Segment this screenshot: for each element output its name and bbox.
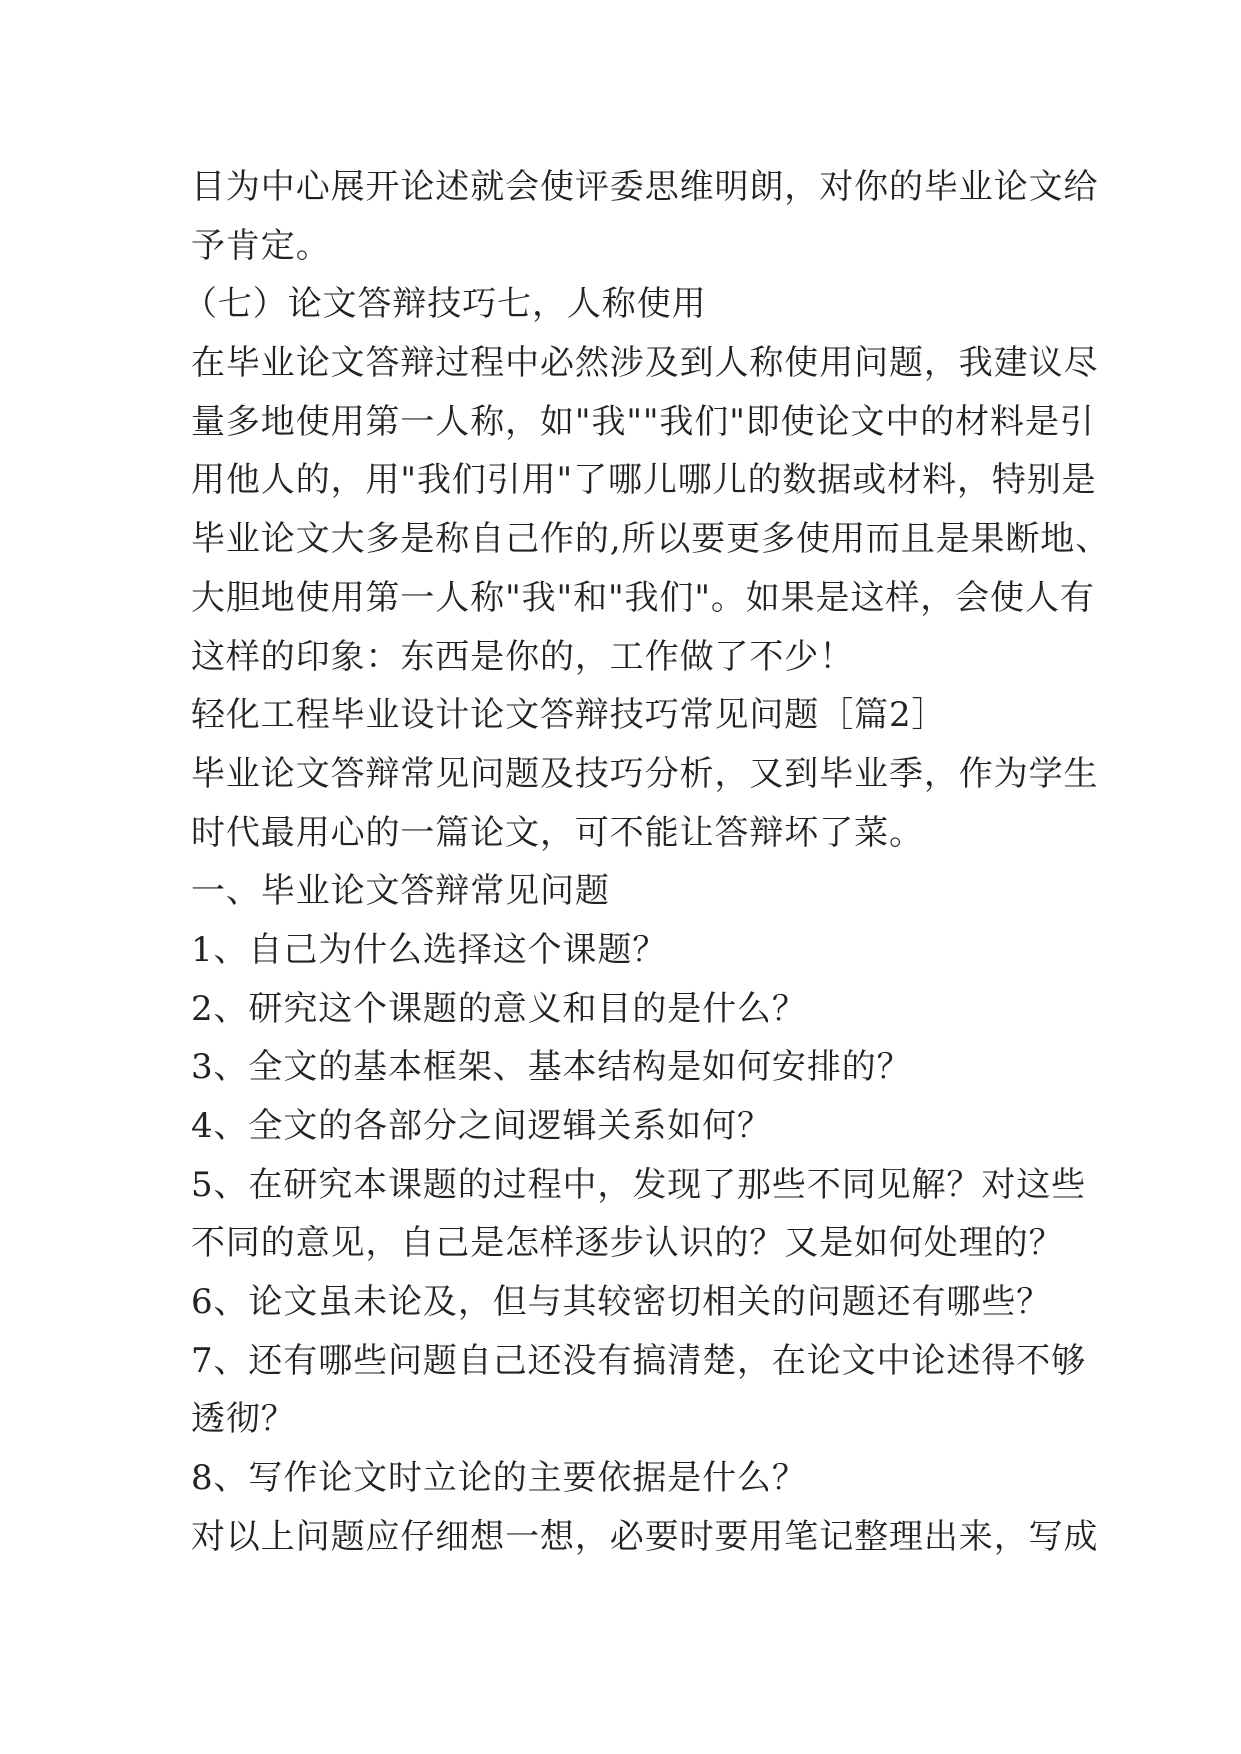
paragraph-line: 这样的印象：东西是你的，工作做了不少！ [191, 636, 855, 677]
paragraph-line: 对以上问题应仔细想一想，必要时要用笔记整理出来，写成 [191, 1516, 1099, 1557]
question-item: 2、研究这个课题的意义和目的是什么？ [191, 988, 807, 1029]
paragraph-line: 毕业论文大多是称自己作的,所以要更多使用而且是果断地、 [191, 519, 1111, 560]
question-item: 5、在研究本课题的过程中，发现了那些不同见解？对这些 [191, 1164, 1087, 1205]
paragraph-line: 大胆地使用第一人称"我"和"我们"。如果是这样，会使人有 [191, 577, 1095, 618]
paragraph-line: 量多地使用第一人称，如"我""我们"即使论文中的材料是引 [191, 401, 1095, 442]
question-item: 1、自己为什么选择这个课题？ [191, 929, 668, 970]
question-item: 6、论文虽未论及，但与其较密切相关的问题还有哪些？ [191, 1282, 1052, 1323]
section-heading: 一、毕业论文答辩常见问题 [191, 871, 610, 912]
document-body [183, 158, 1111, 1567]
paragraph-line: 时代最用心的一篇论文，可不能让答辩坏了菜。 [191, 812, 924, 853]
question-item: 8、写作论文时立论的主要依据是什么？ [191, 1458, 807, 1499]
paragraph-line: 用他人的，用"我们引用"了哪儿哪儿的数据或材料，特别是 [191, 460, 1097, 501]
question-item: 透彻？ [191, 1399, 296, 1440]
paragraph-line: 在毕业论文答辩过程中必然涉及到人称使用问题，我建议尽 [191, 343, 1099, 384]
article-title: 轻化工程毕业设计论文答辩技巧常见问题［篇2］ [191, 695, 947, 736]
question-item: 4、全文的各部分之间逻辑关系如何？ [191, 1106, 772, 1146]
question-item: 7、还有哪些问题自己还没有搞清楚，在论文中论述得不够 [191, 1340, 1087, 1381]
paragraph-line: 目为中心展开论述就会使评委思维明朗，对你的毕业论文给 [191, 167, 1099, 207]
paragraph-line: 毕业论文答辩常见问题及技巧分析，又到毕业季，作为学生 [191, 753, 1099, 794]
question-item: 不同的意见，自己是怎样逐步认识的？又是如何处理的？ [191, 1223, 1064, 1264]
question-item: 3、全文的基本框架、基本结构是如何安排的？ [191, 1047, 912, 1088]
paragraph-line: 予肯定。 [191, 225, 331, 266]
section-heading: （七）论文答辩技巧七，人称使用 [183, 284, 707, 325]
